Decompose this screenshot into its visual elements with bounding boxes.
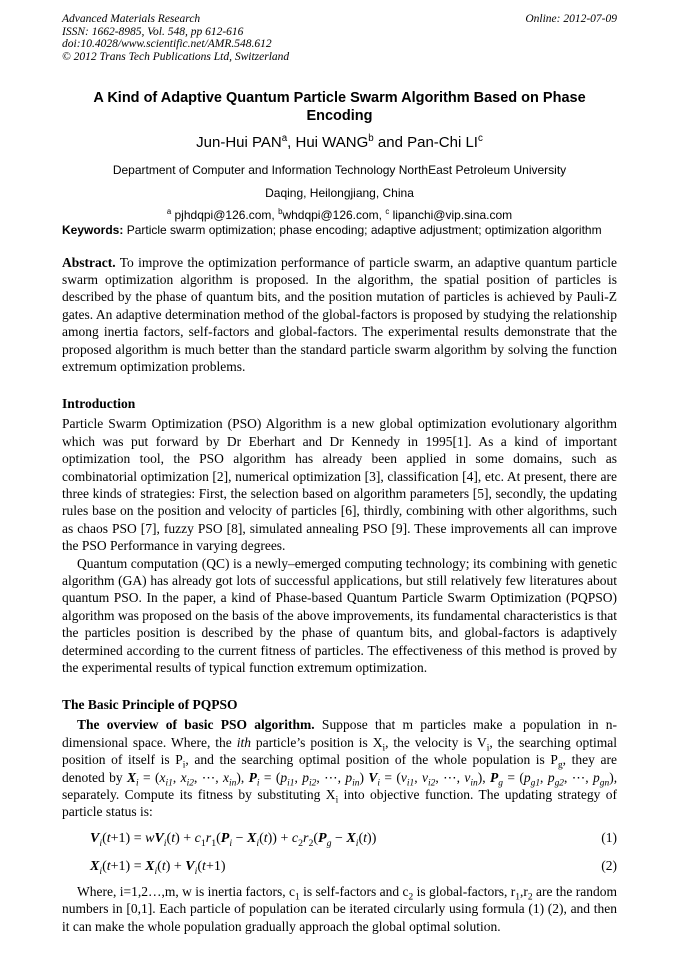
equation-2: $X_i(t+1) = X_i(t) + V_i(t+1)$: [90, 858, 226, 877]
keywords-paragraph: [62, 223, 617, 239]
equation-1-row: [62, 828, 617, 849]
equation-2-number: (2): [601, 857, 617, 873]
online-date: Online: 2012-07-09: [525, 13, 617, 25]
paper-title: A Kind of Adaptive Quantum Particle Swarm Algorithm Based on Phase Encoding: [93, 90, 586, 124]
journal-info-block: [62, 13, 289, 63]
equation-1-number: (1): [601, 829, 617, 845]
section-heading-introduction: Introduction: [62, 396, 136, 412]
emails-line: $^a$ pjhdqpi@126.com, $^b$whdqpi@126.com, $^c$ lipanchi@vip.sina.com: [166, 207, 513, 222]
abstract-label: Abstract.: [62, 254, 116, 270]
intro-paragraph-1: Particle Swarm Optimization (PSO) Algorithm is a new global optimization evolutionary algorithm which was put forward by Dr Eberhart and Dr Kennedy in 1995[1]. As a kind of important optimization tool, the PSO algorithm has already been applied in some domains, such as combinatorial optimization [2], numerical optimization [3], classification [4], etc. At present, there are three kinds of strategies: First, the selection based on algorithm parameters [5], secondly, the updating rules base on the position and velocity of particles [6], thirdly, combining with other algorithms, such as chaos PSO [7], fuzzy PSO [8], simulated annealing PSO [9]. These improvements all can improve the PSO Performance in varying degrees.: [62, 416, 617, 554]
closing-paragraph: Where, i=1,2…,m, w is inertia factors, $c_1$ is self-factors and $c_2$ is global-factors, $r_1,r_2$ are the random numbers in [0,1]. Each particle of population can be iterated circularly using formula (1) (2), and then it can make the whole population gradually approach the global optimal solution.: [62, 883, 617, 934]
abstract-paragraph: [62, 254, 617, 376]
affiliation-line-2: Daqing, Heilongjiang, China: [265, 186, 414, 200]
overview-paragraph: The overview of basic PSO algorithm. Suppose that m particles make a population in n-dimensional space. Where, the ith particle’s position is $X_i$, the velocity is $V_i$, the searching optimal position of itself is $P_i$, and the searching optimal position of the whole population is $P_g$, they are denoted by $X_i = (x_{i1}$, $x_{i2}$, ⋯, $x_{in}$), $P_i = (p_{i1}$, $p_{i2}$, ⋯, $p_{in}$) $V_i = (v_{i1}$, $v_{i2}$, ⋯, $v_{in}$), $P_g = (p_{g1}$, $p_{g2}$, ⋯, $p_{gn}$), separately. Compute its fitness by substituting $X_i$ into objective function. The updating strategy of particle status is:: [62, 717, 618, 820]
equation-1: $V_i(t+1) = wV_i(t) + c_1r_1(P_i - X_i(t)) + c_2r_2(P_g - X_i(t))$: [90, 830, 377, 849]
intro-paragraph-2: Quantum computation (QC) is a newly–emerged computing technology; its combining with genetic algorithm (GA) has already got lots of successful applications, but still relatively few literatures about quantum PSO. In the paper, a kind of Phase-based Quantum Particle Swarm Optimization (PQPSO) algorithm was proposed on the basis of the above improvements, its fundamental characteristics is that the particles position is described by the phase of quantum bits, and global-factors is adaptively determined according to the current fitness of particles. The effectiveness of this method is proved by the experimental results of typical function extremum optimization.: [62, 555, 617, 676]
keywords-label: Keywords:: [62, 223, 124, 237]
copyright-line: © 2012 Trans Tech Publications Ltd, Switzerland: [62, 50, 290, 63]
keywords-text: Particle swarm optimization; phase encoding; adaptive adjustment; optimization algorithm: [123, 223, 602, 237]
abstract-text: To improve the optimization performance of particle swarm, an adaptive quantum particle swarm optimization algorithm is proposed. In the algorithm, the spatial position of particles is described by the phase of quantum bits, and the position mutation of particles is achieved by Pauli-Z gates. An adaptive determination method of the global-factors is proposed by studying the relationship among inertia factors, self-factors and global-factors. The experimental results demonstrate that the proposed algorithm is much better than the standard particle swarm algorithm by solving the function extremum optimization problems.: [62, 254, 617, 374]
journal-name: Advanced Materials Research: [62, 13, 201, 25]
equation-2-row: [62, 856, 617, 877]
authors-line: Jun-Hui PAN$^a$, Hui WANG$^b$ and Pan-Chi $LI^c$: [196, 133, 483, 151]
section-heading-principle: The Basic Principle of PQPSO: [62, 697, 238, 713]
running-header: [62, 13, 617, 63]
affiliation-line-1: Department of Computer and Information Technology NorthEast Petroleum University: [112, 163, 567, 177]
doi-line: doi:10.4028/www.scientific.net/AMR.548.612: [62, 38, 272, 50]
issn-volume-line: ISSN: 1662-8985, Vol. 548, pp 612-616: [62, 25, 244, 38]
